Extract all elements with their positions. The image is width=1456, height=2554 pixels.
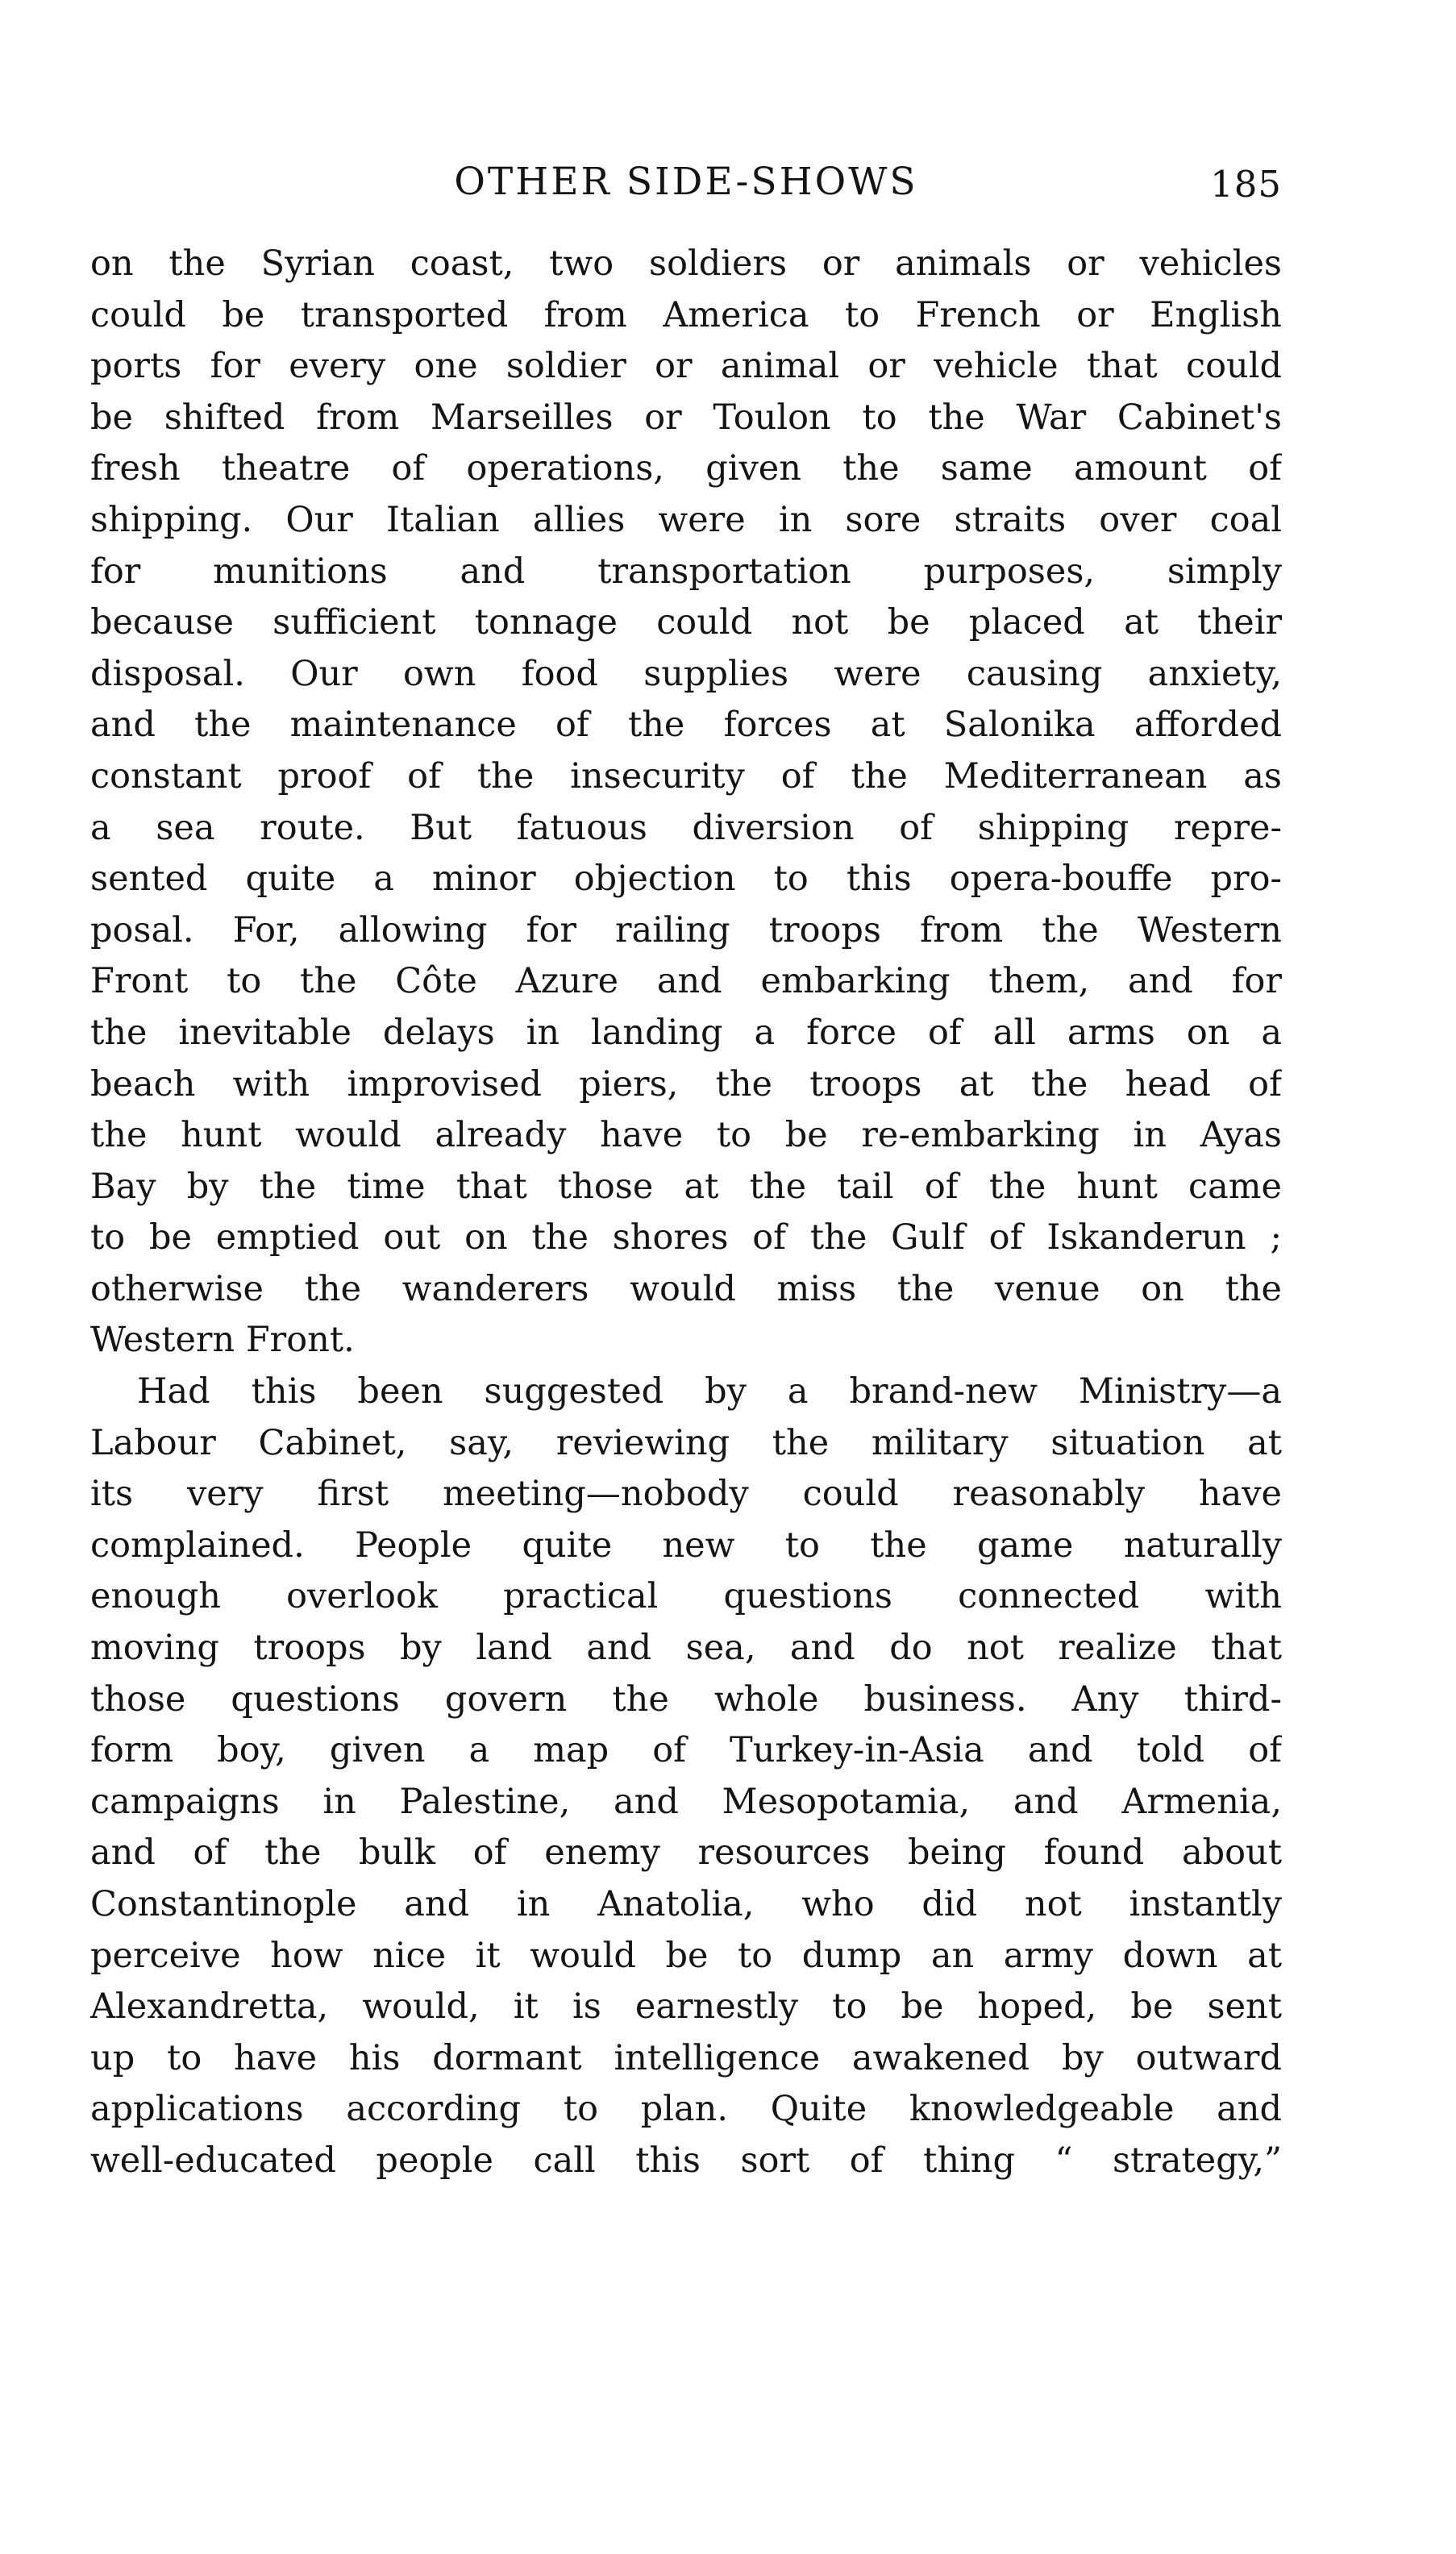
text-line: Constantinople and in Anatolia, who did not instantly	[90, 1884, 1282, 1924]
text-line: posal. For, allowing for railing troops from the Western	[90, 909, 1282, 950]
text-line: Bay by the time that those at the tail of the hunt came	[90, 1166, 1282, 1207]
text-line: enough overlook practical questions connected with	[90, 1576, 1282, 1617]
text-line: sented quite a minor objection to this opera-bouffe pro-	[90, 859, 1282, 900]
running-header	[90, 158, 1282, 211]
text-line: up to have his dormant intelligence awakened by outward	[90, 2037, 1282, 2078]
text-line: for munitions and transportation purposes, simply	[90, 551, 1282, 592]
text-line: to be emptied out on the shores of the Gulf of Iskanderun ;	[90, 1217, 1282, 1258]
text-line: because sufficient tonnage could not be placed at their	[90, 602, 1282, 643]
page-title: OTHER SIDE-SHOWS	[454, 160, 918, 204]
text-line: a sea route. But fatuous diversion of shipping repre-	[90, 807, 1282, 848]
text-line: and of the bulk of enemy resources being found about	[90, 1832, 1282, 1874]
text-line: be shifted from Marseilles or Toulon to the War Cabinet's	[90, 397, 1282, 438]
text-line: could be transported from America to French or English	[90, 294, 1282, 335]
text-line: shipping. Our Italian allies were in sore straits over coal	[90, 499, 1282, 540]
text-line: those questions govern the whole business. Any third-	[90, 1678, 1282, 1720]
text-line: the hunt would already have to be re-embarking in Ayas	[90, 1115, 1282, 1156]
paragraph-2	[90, 1366, 1282, 2187]
text-line: and the maintenance of the forces at Salonika afforded	[90, 705, 1282, 746]
text-line: complained. People quite new to the game naturally	[90, 1524, 1282, 1566]
text-line: well-educated people call this sort of thing “ strategy,”	[90, 2140, 1282, 2181]
text-line: campaigns in Palestine, and Mesopotamia, and Armenia,	[90, 1781, 1282, 1822]
text-line: on the Syrian coast, two soldiers or animals or vehicles	[90, 243, 1282, 284]
text-line: constant proof of the insecurity of the Mediterranean as	[90, 755, 1282, 797]
text-line: Western Front.	[90, 1320, 355, 1361]
text-line: beach with improvised piers, the troops at the head of	[90, 1063, 1282, 1104]
text-line: Front to the Côte Azure and embarking them, and for	[90, 961, 1282, 1002]
text-line: ports for every one soldier or animal or vehicle that could	[90, 346, 1282, 387]
text-line: otherwise the wanderers would miss the venue on the	[90, 1268, 1282, 1309]
text-line: Alexandretta, would, it is earnestly to be hoped, be sent	[90, 1986, 1282, 2028]
text-line: the inevitable delays in landing a force of all arms on a	[90, 1012, 1282, 1053]
text-line: applications according to plan. Quite knowledgeable and	[90, 2089, 1282, 2130]
text-line: Had this been suggested by a brand-new Ministry—a	[137, 1371, 1282, 1412]
text-column	[90, 158, 1282, 2187]
text-line: moving troops by land and sea, and do not realize that	[90, 1628, 1282, 1669]
text-line: fresh theatre of operations, given the same amount of	[90, 448, 1282, 489]
text-line: Labour Cabinet, say, reviewing the military situation at	[90, 1422, 1282, 1463]
text-line: form boy, given a map of Turkey-in-Asia and told of	[90, 1730, 1282, 1771]
text-line: perceive how nice it would be to dump an army down at	[90, 1935, 1282, 1976]
paragraph-1	[90, 239, 1282, 1366]
page-number: 185	[1210, 163, 1282, 206]
text-line: its very first meeting—nobody could reasonably have	[90, 1474, 1282, 1515]
body-text	[90, 239, 1282, 2187]
text-line: disposal. Our own food supplies were causing anxiety,	[90, 653, 1282, 694]
